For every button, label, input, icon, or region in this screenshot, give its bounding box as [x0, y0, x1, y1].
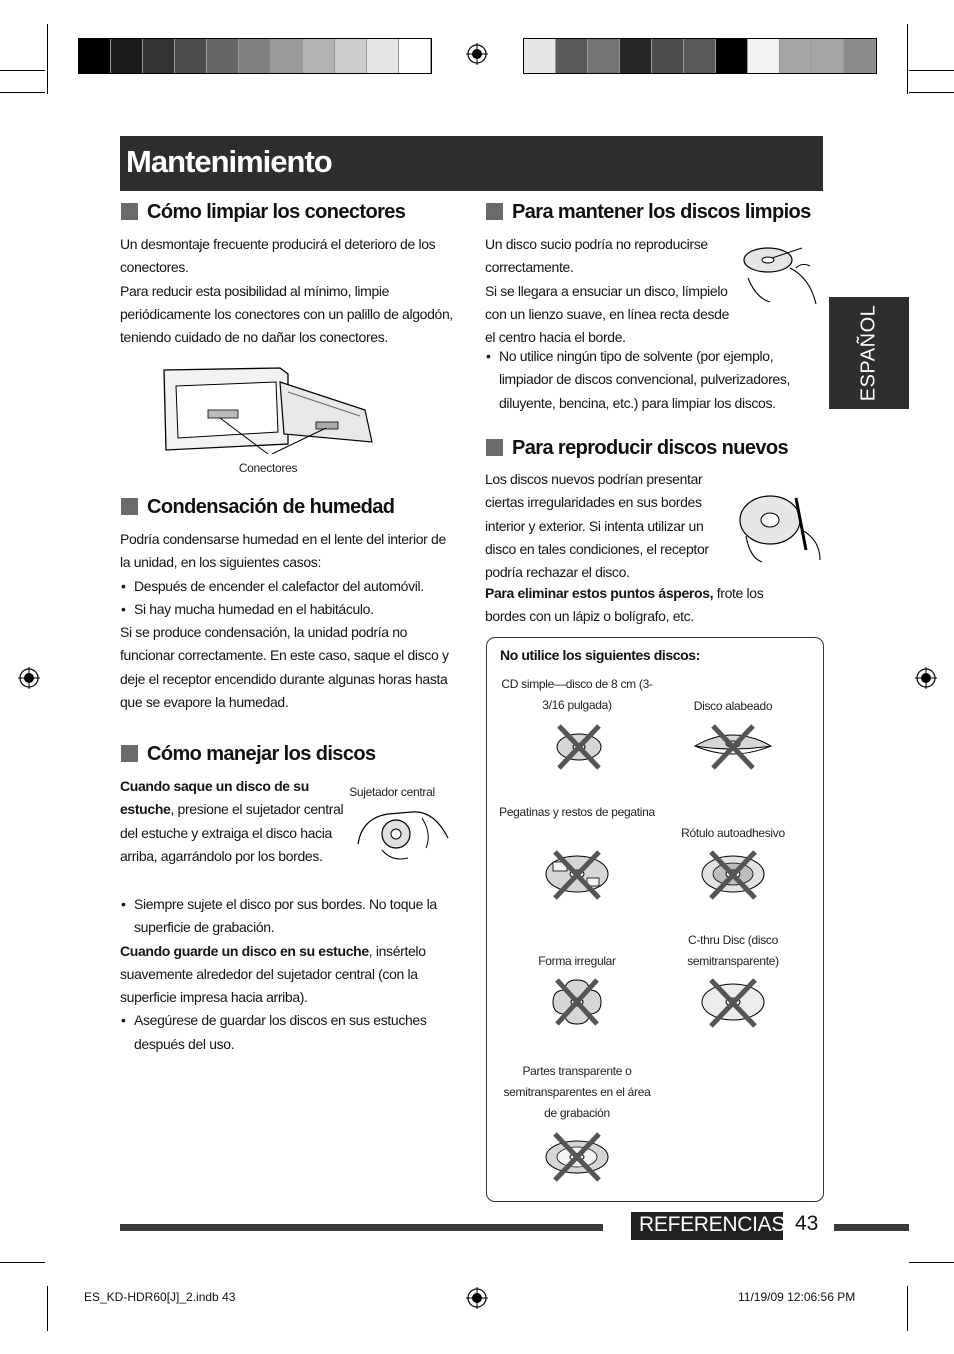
crop-mark — [909, 92, 954, 93]
section-square-icon — [486, 203, 503, 220]
disc-type-label: Rótulo autoadhesivo — [681, 826, 785, 840]
crop-mark — [0, 70, 45, 71]
color-swatch — [844, 39, 876, 73]
color-bar-left — [78, 38, 432, 74]
color-swatch — [399, 39, 431, 73]
section-square-icon — [121, 745, 138, 762]
color-swatch — [175, 39, 207, 73]
disc-type-label: Disco alabeado — [693, 699, 773, 713]
disc-type-label: C-thru Disc (disco semitransparente) — [687, 933, 779, 968]
date-slug: 11/19/09 12:06:56 PM — [738, 1290, 856, 1304]
connectors-caption: Conectores — [238, 461, 298, 475]
new-discs-text-1: Los discos nuevos podrían presentar ciertas irregularidades en sus bordes interior y exterior. Si intenta utilizar un disco en tales condiciones, el receptor podría rechazar el disco. — [485, 471, 709, 581]
color-swatch — [303, 39, 335, 73]
disc-type-label: Forma irregular — [538, 954, 616, 968]
footer-rule — [120, 1224, 603, 1231]
color-bar-right — [523, 38, 877, 74]
color-swatch — [524, 39, 556, 73]
section-square-icon — [121, 498, 138, 515]
color-swatch — [780, 39, 812, 73]
color-swatch — [271, 39, 303, 73]
section-title-clean: Para mantener los discos limpios — [486, 201, 811, 224]
page-title-bar — [120, 136, 823, 191]
color-swatch — [620, 39, 652, 73]
color-swatch — [367, 39, 399, 73]
color-swatch — [79, 39, 111, 73]
color-swatch — [812, 39, 844, 73]
color-swatch — [143, 39, 175, 73]
label-disc-crossed-icon — [699, 848, 767, 900]
crop-mark — [47, 1286, 48, 1331]
crop-mark — [907, 24, 908, 94]
color-swatch — [111, 39, 143, 73]
section-label: REFERENCIAS — [639, 1213, 786, 1236]
language-tab — [829, 297, 909, 409]
color-swatch — [588, 39, 620, 73]
disc-type-label: CD simple—disco de 8 cm (3-3/16 pulgada) — [501, 677, 653, 712]
section-title-humidity: Condensación de humedad — [121, 496, 394, 519]
transparent-area-disc-crossed-icon — [543, 1132, 611, 1182]
section-title-new-discs: Para reproducir discos nuevos — [486, 437, 788, 460]
do-not-use-title: No utilice los siguientes discos: — [500, 647, 700, 663]
color-swatch — [684, 39, 716, 73]
registration-mark-icon — [466, 43, 488, 65]
color-swatch — [207, 39, 239, 73]
crop-mark — [0, 92, 45, 93]
new-discs-text-2: Para eliminar estos puntos ásperos, frote los bordes con un lápiz o bolígrafo, etc. — [485, 585, 764, 625]
disc-type-label: Partes transparente o semitransparentes en el área de grabación — [503, 1064, 651, 1120]
crop-mark — [907, 1286, 908, 1331]
registration-mark-icon — [18, 667, 40, 689]
receiver-connectors-illustration — [160, 362, 380, 454]
clean-bullet: • No utilice ningún tipo de solvente (por ejemplo, limpiador de discos convencional, pulverizadores, diluyente, bencina, etc.) para limpiar los discos. — [485, 345, 805, 415]
central-holder-caption: Sujetador central — [349, 785, 435, 799]
warped-disc-crossed-icon — [691, 722, 775, 772]
color-swatch — [556, 39, 588, 73]
registration-mark-icon — [915, 667, 937, 689]
color-swatch — [335, 39, 367, 73]
handling-text-1: Cuando saque un disco de su estuche, presione el sujetador central del estuche y extraiga el disco hacia arriba, agarrándolo por los bordes. — [120, 778, 344, 864]
handling-text-2: • Siempre sujete el disco por sus bordes. No toque la superficie de grabación. Cuando guarde un disco en su estuche, insértelo suavemente alrededor del sujetador central (con la superficie impresa hacia arriba). • Asegúrese de guardar los discos en sus estuches después del uso. — [120, 893, 458, 1056]
crop-mark — [909, 70, 954, 71]
section-square-icon — [121, 203, 138, 220]
disc-type-label: Pegatinas y restos de pegatina — [499, 805, 655, 819]
section-title-connectors: Cómo limpiar los conectores — [121, 201, 405, 224]
small-disc-crossed-icon — [553, 722, 605, 772]
crop-mark — [0, 1262, 45, 1263]
color-swatch — [239, 39, 271, 73]
disc-case-illustration — [352, 804, 452, 864]
crop-mark — [909, 1262, 954, 1263]
section-square-icon — [486, 439, 503, 456]
color-swatch — [652, 39, 684, 73]
color-swatch — [716, 39, 748, 73]
sticker-disc-crossed-icon — [543, 848, 611, 900]
page-title: Mantenimiento — [126, 144, 332, 179]
section-label-box — [631, 1212, 786, 1240]
cthru-disc-crossed-icon — [699, 976, 767, 1028]
crop-mark — [47, 24, 48, 94]
irregular-disc-crossed-icon — [549, 976, 605, 1028]
file-slug: ES_KD-HDR60[J]_2.indb 43 — [84, 1290, 236, 1304]
do-not-use-discs-box — [486, 637, 824, 1202]
registration-mark-icon — [466, 1287, 488, 1309]
page-number: 43 — [795, 1212, 819, 1235]
section-title-handling: Cómo manejar los discos — [121, 743, 376, 766]
disc-cleaning-illustration — [740, 238, 824, 308]
language-tab-label: ESPAÑOL — [857, 304, 880, 402]
color-swatch — [748, 39, 780, 73]
humidity-text: Podría condensarse humedad en el lente del interior de la unidad, en los siguientes casos: • Después de encender el calefactor del automóvil. • Si hay mucha humedad en el habitáculo. Si se produce condensación, la unidad podría no funcionar correctamente. En este caso, saque el disco y deje el receptor encendido durante algunas horas hasta que se evapore la humedad. — [120, 528, 458, 714]
clean-text: Un disco sucio podría no reproducirse correctamente. Si se llegara a ensuciar un disco, límpielo con un lienzo suave, en línea recta desde el centro hacia el borde. — [485, 236, 730, 346]
connectors-text: Un desmontaje frecuente producirá el deterioro de los conectores. Para reducir esta posibilidad al mínimo, limpie periódicamente los conectores con un palillo de algodón, teniendo cuidado de no dañar los conectores. — [120, 236, 453, 346]
disc-pencil-illustration — [736, 490, 824, 566]
footer-rule — [834, 1224, 909, 1231]
